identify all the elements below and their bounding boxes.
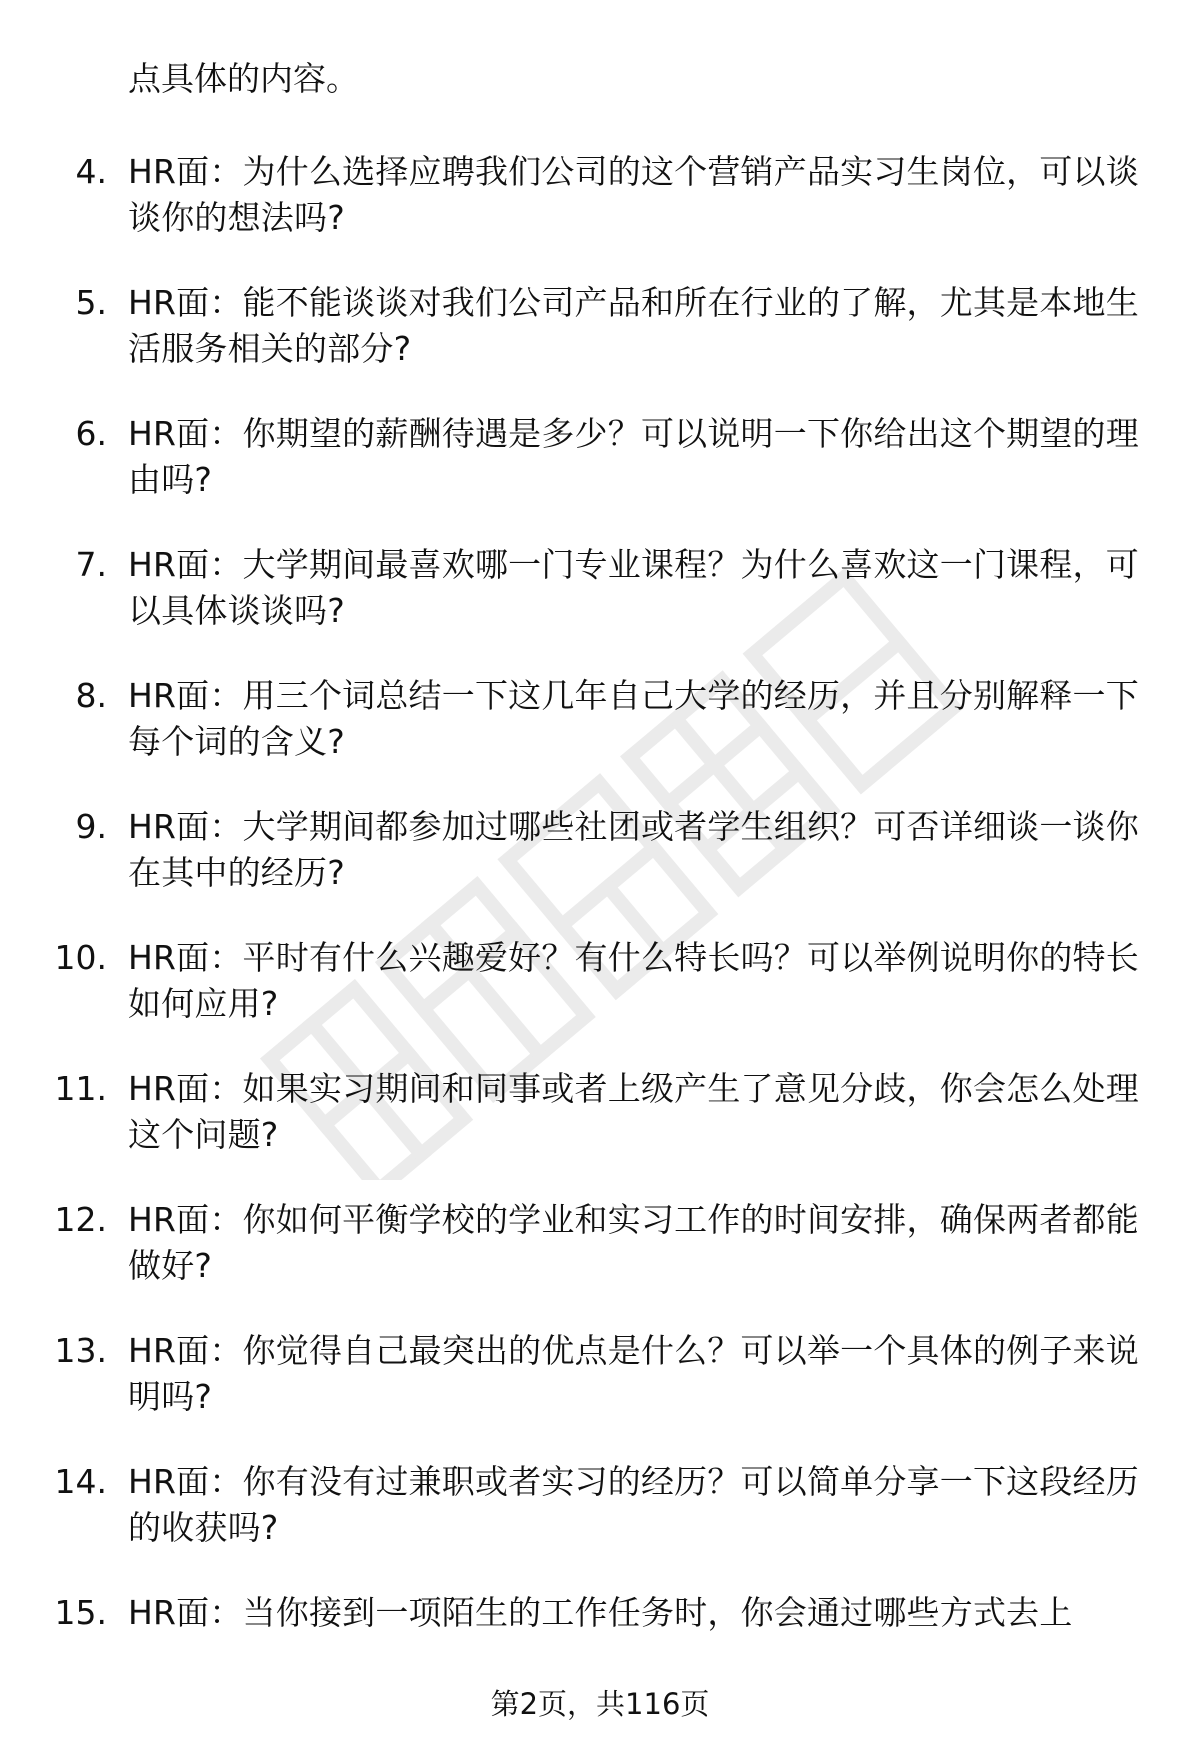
question-list — [0, 139, 1200, 1711]
page-footer: 第2页，共116页 — [490, 1687, 710, 1721]
question-body: 你期望的薪酬待遇是多少？可以说明一下你给出这个期望的理由吗? — [128, 414, 1139, 499]
list-item — [0, 1318, 1200, 1449]
question-label: HR面： — [128, 283, 243, 322]
question-label: HR面： — [128, 414, 243, 453]
question-number: 9. — [75, 807, 107, 846]
question-body: 当你接到一项陌生的工作任务时，你会通过哪些方式去上 — [242, 1593, 1073, 1632]
question-text — [128, 1066, 1150, 1158]
continuation-text: 点具体的内容。 — [128, 59, 359, 98]
question-text — [128, 935, 1150, 1027]
list-item — [0, 270, 1200, 401]
list-item — [0, 663, 1200, 794]
list-item — [0, 1449, 1200, 1580]
question-body: 大学期间都参加过哪些社团或者学生组织？可否详细谈一谈你在其中的经历? — [128, 807, 1139, 892]
question-text — [128, 1328, 1150, 1420]
question-number: 7. — [75, 545, 107, 584]
question-number: 8. — [75, 676, 107, 715]
question-body: 为什么选择应聘我们公司的这个营销产品实习生岗位，可以谈谈你的想法吗? — [128, 152, 1139, 237]
question-body: 平时有什么兴趣爱好？有什么特长吗？可以举例说明你的特长如何应用? — [128, 938, 1139, 1023]
question-label: HR面： — [128, 807, 243, 846]
question-body: 你觉得自己最突出的优点是什么？可以举一个具体的例子来说明吗? — [128, 1331, 1139, 1416]
question-label: HR面： — [128, 152, 243, 191]
question-body: 能不能谈谈对我们公司产品和所在行业的了解，尤其是本地生活服务相关的部分? — [128, 283, 1139, 368]
question-number: 12. — [54, 1200, 107, 1239]
question-text — [128, 280, 1150, 372]
question-label: HR面： — [128, 1331, 243, 1370]
question-body: 你如何平衡学校的学业和实习工作的时间安排，确保两者都能做好? — [128, 1200, 1139, 1285]
list-item — [0, 401, 1200, 532]
list-item — [0, 1187, 1200, 1318]
question-number: 15. — [54, 1593, 107, 1632]
question-number: 14. — [54, 1462, 107, 1501]
question-text — [128, 804, 1150, 896]
question-body: 你有没有过兼职或者实习的经历？可以简单分享一下这段经历的收获吗? — [128, 1462, 1139, 1547]
question-number: 4. — [75, 152, 107, 191]
question-number: 6. — [75, 414, 107, 453]
list-item — [0, 139, 1200, 270]
question-text — [128, 411, 1150, 503]
list-item — [0, 794, 1200, 925]
question-text — [128, 1459, 1150, 1551]
question-label: HR面： — [128, 1200, 243, 1239]
question-text — [128, 542, 1150, 634]
question-number: 10. — [54, 938, 107, 977]
question-body: 如果实习期间和同事或者上级产生了意见分歧，你会怎么处理这个问题? — [128, 1069, 1139, 1154]
question-number: 13. — [54, 1331, 107, 1370]
question-text — [128, 149, 1150, 241]
question-label: HR面： — [128, 938, 243, 977]
question-label: HR面： — [128, 545, 243, 584]
question-label: HR面： — [128, 676, 243, 715]
question-text — [128, 1197, 1150, 1289]
list-item — [0, 532, 1200, 663]
question-body: 用三个词总结一下这几年自己大学的经历，并且分别解释一下每个词的含义? — [128, 676, 1139, 761]
question-number: 5. — [75, 283, 107, 322]
question-body: 大学期间最喜欢哪一门专业课程？为什么喜欢这一门课程，可以具体谈谈吗? — [128, 545, 1139, 630]
question-label: HR面： — [128, 1462, 243, 1501]
list-item — [0, 925, 1200, 1056]
question-number: 11. — [54, 1069, 107, 1108]
question-label: HR面： — [128, 1593, 243, 1632]
question-label: HR面： — [128, 1069, 243, 1108]
question-text — [128, 673, 1150, 765]
list-item — [0, 1056, 1200, 1187]
question-text — [128, 1590, 1150, 1636]
